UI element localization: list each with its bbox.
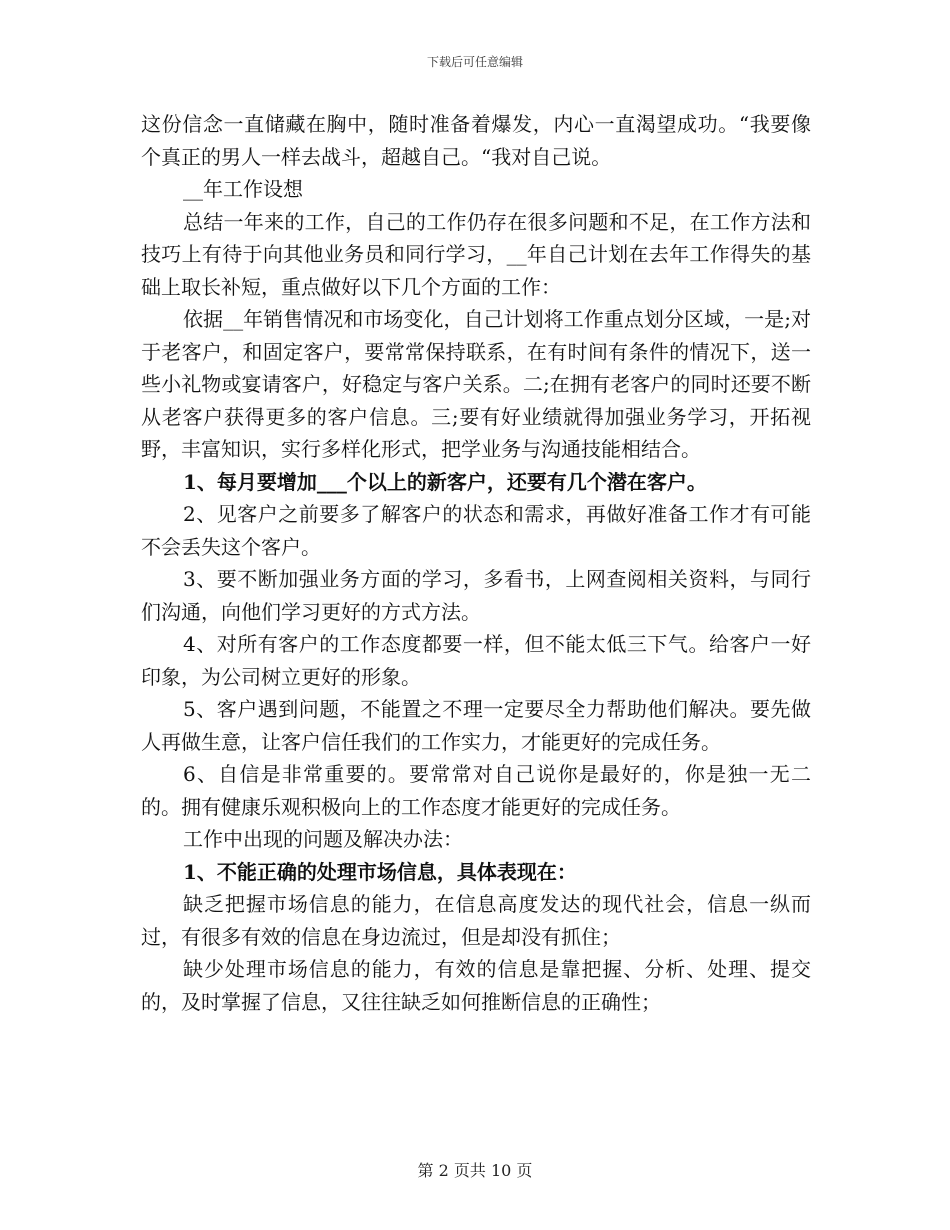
- paragraph-11: 工作中出现的问题及解决办法：: [183, 827, 463, 851]
- page-footer: 第 2 页共 10 页: [417, 1161, 533, 1180]
- paragraph-12: 1、不能正确的处理市场信息，具体表现在：: [183, 859, 577, 884]
- paragraph-1: 这份信念一直储藏在胸中，随时准备着爆发，内心一直渴望成功。“我要像个真正的男人一样去战斗，超越自己。“我对自己说。: [141, 112, 811, 169]
- paragraph-3: 总结一年来的工作，自己的工作仍存在很多问题和不足，在工作方法和技巧上有待于向其他业务员和同行学习，__年自己计划在去年工作得失的基础上取长补短，重点做好以下几个方面的工作：: [141, 209, 811, 299]
- paragraph-14: 缺少处理市场信息的能力，有效的信息是靠把握、分析、处理、提交的，及时掌握了信息，又往往缺乏如何推断信息的正确性；: [141, 957, 811, 1014]
- paragraph-2: __年工作设想: [183, 177, 303, 201]
- paragraph-9: 5、客户遇到问题，不能置之不理一定要尽全力帮助他们解决。要先做人再做生意，让客户信任我们的工作实力，才能更好的完成任务。: [141, 697, 811, 754]
- paragraph-5: 1、每月要增加___个以上的新客户，还要有几个潜在客户。: [183, 469, 707, 494]
- paragraph-10: 6、自信是非常重要的。要常常对自己说你是最好的，你是独一无二的。拥有健康乐观积极向上的工作态度才能更好的完成任务。: [141, 762, 811, 819]
- paragraph-6: 2、见客户之前要多了解客户的状态和需求，再做好准备工作才有可能不会丢失这个客户。: [141, 502, 811, 559]
- paragraph-8: 4、对所有客户的工作态度都要一样，但不能太低三下气。给客户一好印象，为公司树立更好的形象。: [141, 632, 811, 689]
- paragraph-13: 缺乏把握市场信息的能力，在信息高度发达的现代社会，信息一纵而过，有很多有效的信息在身边流过，但是却没有抓住；: [141, 892, 811, 949]
- paragraph-4: 依据__年销售情况和市场变化，自己计划将工作重点划分区域，一是;对于老客户，和固定客户，要常常保持联系，在有时间有条件的情况下，送一些小礼物或宴请客户，好稳定与客户关系。二;在拥有老客户的同时还要不断从老客户获得更多的客户信息。三;要有好业绩就得加强业务学习，开拓视野，丰富知识，实行多样化形式，把学业务与沟通技能相结合。: [141, 307, 811, 461]
- page-header: 下载后可任意编辑: [426, 55, 523, 69]
- document-body: [141, 108, 811, 1018]
- paragraph-7: 3、要不断加强业务方面的学习，多看书，上网查阅相关资料，与同行们沟通，向他们学习更好的方式方法。: [141, 567, 811, 624]
